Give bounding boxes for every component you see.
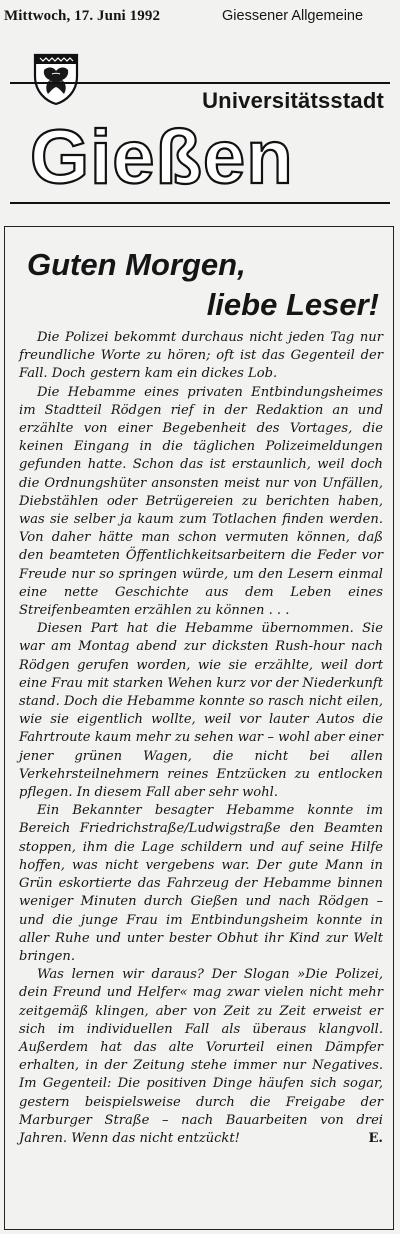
headline-line-2: liebe Leser! bbox=[206, 287, 379, 322]
article-paragraph-text: Was lernen wir daraus? Der Slogan »Die Polizei, dein Freund und Helfer« mag zwar vielen nicht mehr zeitgemäß klingen, aber von Zeit zu Zeit erweist er sich im individuellen Fall als überaus klangvoll. Außerdem hat das alte Vorurteil einen Dämpfer erhalten, in der Zeitung stehe immer nur Negatives. Im Gegenteil: Die positiven Dinge häufen sich sogar, gestern beispielsweise durch die Freigabe der Marburger Straße – nach Bauarbeiten von drei Jahren. Wenn das nicht entzückt! bbox=[19, 967, 383, 1146]
article-headline bbox=[5, 245, 391, 325]
article-paragraph-last bbox=[19, 966, 383, 1148]
article-body bbox=[19, 329, 383, 1148]
page-header bbox=[0, 0, 400, 36]
headline-line-1: Guten Morgen, bbox=[27, 247, 246, 282]
author-signature: E. bbox=[368, 1130, 383, 1146]
article-box bbox=[4, 226, 394, 1230]
article-paragraph: Diesen Part hat die Hebamme übernommen. Sie war am Montag abend zur dicksten Rush-hour nach Rödgen gerufen worden, wie sie erzählte, weil dort eine Frau mit starken Wehen kurz vor der Niederkunft stand. Doch die Hebamme konnte so rasch nicht eilen, wie sie eigentlich wollte, weil vor lauter Autos die Fahrtroute kaum mehr zu sehen war – wohl aber einer jener grünen Wagen, die nicht bei allen Verkehrsteilnehmern reines Entzücken zu entlocken pflegen. In diesem Fall aber sehr wohl. bbox=[19, 621, 383, 801]
masthead bbox=[8, 38, 392, 208]
masthead-subtitle: Universitätsstadt bbox=[202, 88, 384, 113]
article-paragraph: Die Hebamme eines privaten Entbindungsheimes im Stadtteil Rödgen rief in der Redaktion an und erzählte von einer Begebenheit des Vortages, die keinen Eingang in die täglichen Polizeimeldungen gefunden hatte. Schon das ist erstaunlich, weil doch die Ordnungshüter ansonsten meist nur von Unfällen, Diebstählen oder Betrügereien zu berichten haben, was sie selber ja kaum zum Totlachen finden werden. Von daher hätte man schon vermuten können, daß den beamteten Öffentlichkeitsarbeitern die Feder vor Freude nur so springen würde, um den Lesern einmal eine nette Geschichte aus dem Leben eines Streifenbeamten erzählen zu können . . . bbox=[19, 384, 383, 619]
newspaper-name: Giessener Allgemeine bbox=[222, 8, 364, 24]
article-paragraph: Die Polizei bekommt durchaus nicht jeden Tag nur freundliche Worte zu hören; oft ist das Gegenteil der Fall. Doch gestern kam ein dickes Lob. bbox=[19, 330, 383, 382]
article-paragraph: Ein Bekannter besagter Hebamme konnte im Bereich Friedrichstraße/Ludwigstraße den Beamten stoppen, ihm die Lage schildern und auf seine Hilfe hoffen, was nicht vergebens war. Der gute Mann in Grün eskortierte das Fahrzeug der Hebamme binnen weniger Minuten durch Gießen und nach Rödgen – und die junge Frau im Entbindungsheim konnte in aller Ruhe und unter bester Obhut ihr Kind zur Welt bringen. bbox=[19, 803, 383, 964]
issue-date: Mittwoch, 17. Juni 1992 bbox=[4, 8, 161, 24]
masthead-city-title: Gießen bbox=[30, 115, 294, 200]
